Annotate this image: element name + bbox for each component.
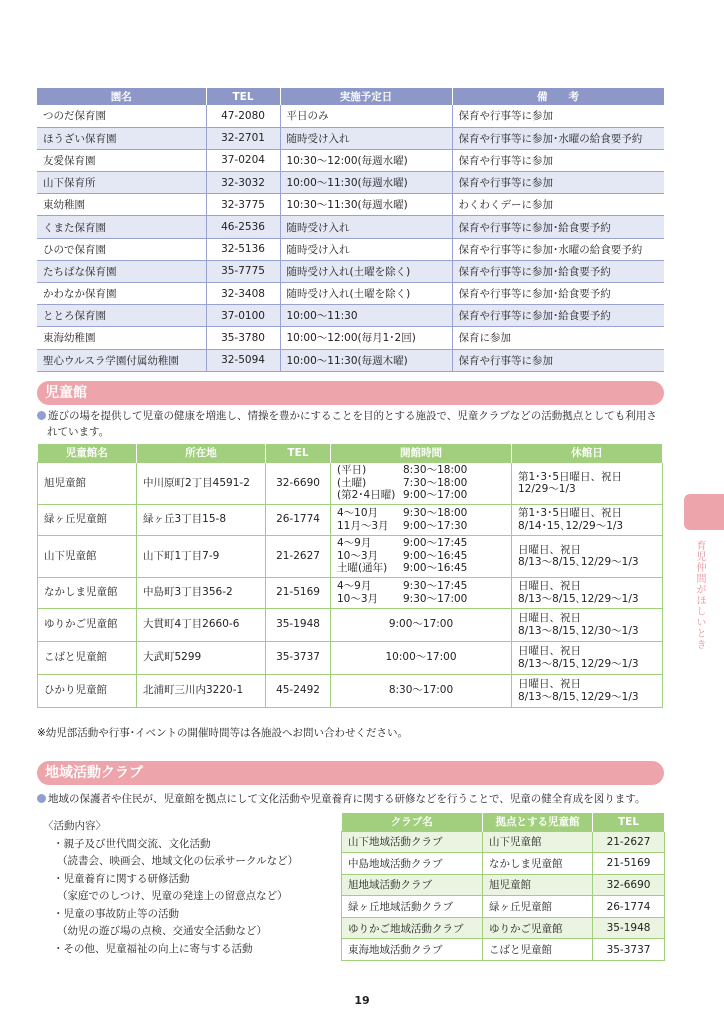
activity-line: （読書会、映画会、地域文化の伝承サークルなど） xyxy=(57,855,299,867)
club-base: 山下児童館 xyxy=(483,831,593,853)
club-base: こばと児童館 xyxy=(483,939,593,961)
nursery-header-date: 実施予定日 xyxy=(280,88,452,105)
nursery-name: 東幼稚園 xyxy=(37,194,206,216)
table-row xyxy=(37,305,664,327)
table-row xyxy=(37,260,664,282)
table-row xyxy=(37,216,664,238)
nursery-tel: 47-2080 xyxy=(206,105,280,127)
closed-line: 第1･3･5日曜日、祝日 xyxy=(518,507,623,519)
hours-time: 9:00～16:45 xyxy=(403,562,468,575)
hours-grid xyxy=(337,580,505,605)
nursery-tel: 35-3780 xyxy=(206,327,280,349)
hall-addr: 山下町1丁目7-9 xyxy=(137,535,266,577)
hours-period: 4～9月 xyxy=(337,537,372,550)
nursery-header-row xyxy=(37,88,664,105)
hall-addr: 北浦町三川内3220-1 xyxy=(137,674,266,707)
table-row xyxy=(38,641,663,674)
nursery-header-tel: TEL xyxy=(206,88,280,105)
table-row xyxy=(38,674,663,707)
hall-closed xyxy=(512,674,663,707)
nursery-note: 保育や行事等に参加･給食要予約 xyxy=(452,305,664,327)
hall-closed xyxy=(512,577,663,608)
table-row xyxy=(37,127,664,149)
hall-hours xyxy=(331,535,512,577)
hall-intro-text: 遊びの場を提供して児童の健康を増進し、情操を豊かにすることを目的とする施設で、児童クラブなどの活動拠点としても利用さ xyxy=(48,410,657,422)
nursery-date: 随時受け入れ(土曜を除く) xyxy=(280,283,452,305)
table-row xyxy=(342,874,665,896)
hall-table xyxy=(37,444,663,708)
club-section-header: 地域活動クラブ xyxy=(37,761,664,785)
table-row xyxy=(37,238,664,260)
table-row xyxy=(342,853,665,875)
activity-line: ・児童養育に関する研修活動 xyxy=(53,872,190,885)
hall-tel: 21-5169 xyxy=(266,577,331,608)
closed-line: 日曜日、祝日 xyxy=(518,645,581,657)
nursery-note: 保育や行事等に参加･給食要予約 xyxy=(452,283,664,305)
club-tel: 21-2627 xyxy=(593,831,665,853)
nursery-header-note: 備 考 xyxy=(452,88,664,105)
closed-line: 8/13～8/15､12/30～1/3 xyxy=(518,624,639,637)
nursery-date: 随時受け入れ xyxy=(280,127,452,149)
hours-time: 9:30～17:00 xyxy=(403,592,468,605)
closed-line: 日曜日、祝日 xyxy=(518,678,581,690)
hours-time: 9:00～17:30 xyxy=(403,519,468,532)
hall-name: 旭児童館 xyxy=(38,462,137,504)
hours-time: 9:30～17:45 xyxy=(403,580,468,592)
hours-period: 4～10月 xyxy=(337,507,379,519)
club-name: 旭地域活動クラブ xyxy=(342,874,483,896)
nursery-note: 保育や行事等に参加 xyxy=(452,172,664,194)
hall-hours: 9:00～17:00 xyxy=(331,608,512,641)
hall-hours: 8:30～17:00 xyxy=(331,674,512,707)
hall-body xyxy=(38,462,663,707)
table-row xyxy=(342,917,665,939)
closed-line: 日曜日、祝日 xyxy=(518,612,581,624)
activity-line: （幼児の遊び場の点検、交通安全活動など） xyxy=(57,925,267,937)
bullet-icon xyxy=(37,411,46,420)
closed-line: 第1･3･5日曜日、祝日 xyxy=(518,470,623,483)
bullet-icon xyxy=(37,794,46,803)
hall-header-addr: 所在地 xyxy=(137,444,266,462)
nursery-name: たちばな保育園 xyxy=(37,260,206,282)
club-tel: 32-6690 xyxy=(593,874,665,896)
table-row xyxy=(37,149,664,171)
nursery-note: 保育に参加 xyxy=(452,327,664,349)
hall-header-row xyxy=(38,444,663,462)
hall-name: ゆりかご児童館 xyxy=(38,608,137,641)
hall-closed xyxy=(512,504,663,535)
nursery-tel: 35-7775 xyxy=(206,260,280,282)
nursery-tel: 32-3775 xyxy=(206,194,280,216)
club-base: 緑ヶ丘児童館 xyxy=(483,896,593,918)
closed-line: 12/29～1/3 xyxy=(518,483,576,495)
hours-time: 8:30～18:00 xyxy=(403,464,468,477)
hours-grid xyxy=(337,537,505,575)
nursery-name: ひので保育園 xyxy=(37,238,206,260)
nursery-date: 10:00～11:30 xyxy=(280,305,452,327)
hall-name: なかしま児童館 xyxy=(38,577,137,608)
side-tab-label: 育児仲間がほしいとき xyxy=(694,540,705,650)
club-base: ゆりかご児童館 xyxy=(483,917,593,939)
hours-time: 9:00～17:45 xyxy=(403,537,468,550)
club-name: 東海地域活動クラブ xyxy=(342,939,483,961)
nursery-name: 東海幼稚園 xyxy=(37,327,206,349)
hall-note: ※幼児部活動や行事･イベントの開催時間等は各施設へお問い合わせください。 xyxy=(37,727,409,739)
table-row xyxy=(38,535,663,577)
club-table xyxy=(341,813,665,961)
closed-line: 8/13～8/15､12/29～1/3 xyxy=(518,690,639,703)
side-tab xyxy=(684,494,724,530)
nursery-note: 保育や行事等に参加 xyxy=(452,149,664,171)
hall-addr: 中川原町2丁目4591-2 xyxy=(137,462,266,504)
nursery-name: かわなか保育園 xyxy=(37,283,206,305)
club-name: 中島地域活動クラブ xyxy=(342,853,483,875)
hall-hours xyxy=(331,577,512,608)
page-number: 19 xyxy=(354,994,370,1007)
nursery-date: 随時受け入れ xyxy=(280,238,452,260)
hall-hours xyxy=(331,462,512,504)
club-header-tel: TEL xyxy=(593,813,665,831)
hall-tel: 21-2627 xyxy=(266,535,331,577)
nursery-date: 10:00～11:30(毎週水曜) xyxy=(280,172,452,194)
hours-period: 10～3月 xyxy=(337,592,379,605)
nursery-header-name: 園名 xyxy=(37,88,206,105)
nursery-tel: 32-5094 xyxy=(206,349,280,371)
table-row xyxy=(38,504,663,535)
club-body xyxy=(342,831,665,961)
nursery-date: 10:30～11:30(毎週水曜) xyxy=(280,194,452,216)
hall-header-tel: TEL xyxy=(266,444,331,462)
hall-intro-text-2: れています。 xyxy=(47,426,110,438)
nursery-tel: 32-2701 xyxy=(206,127,280,149)
table-row xyxy=(37,105,664,127)
hours-time: 9:00～16:45 xyxy=(403,549,468,562)
nursery-table xyxy=(37,88,665,372)
hall-header-hours: 開館時間 xyxy=(331,444,512,462)
club-tel: 35-3737 xyxy=(593,939,665,961)
nursery-note: 保育や行事等に参加･水曜の給食要予約 xyxy=(452,127,664,149)
nursery-note: 保育や行事等に参加･給食要予約 xyxy=(452,260,664,282)
nursery-tel: 32-3032 xyxy=(206,172,280,194)
nursery-date: 随時受け入れ xyxy=(280,216,452,238)
nursery-body xyxy=(37,105,664,371)
hours-grid xyxy=(337,507,505,532)
club-tel: 21-5169 xyxy=(593,853,665,875)
club-tel: 35-1948 xyxy=(593,917,665,939)
club-name: 山下地域活動クラブ xyxy=(342,831,483,853)
hall-name: ひかり児童館 xyxy=(38,674,137,707)
nursery-date: 10:30～12:00(毎週水曜) xyxy=(280,149,452,171)
hours-grid xyxy=(337,464,505,502)
hall-header-name: 児童館名 xyxy=(38,444,137,462)
hall-closed xyxy=(512,535,663,577)
table-row xyxy=(37,283,664,305)
nursery-tel: 46-2536 xyxy=(206,216,280,238)
closed-line: 8/13～8/15､12/29～1/3 xyxy=(518,657,639,670)
club-intro-text: 地域の保護者や住民が、児童館を拠点にして文化活動や児童養育に関する研修などを行うことで、児童の健全育成を図ります。 xyxy=(48,793,646,805)
activity-line: ・その他、児童福祉の向上に寄与する活動 xyxy=(53,942,253,955)
hours-period: 11月～3月 xyxy=(337,519,389,532)
nursery-name: 聖心ウルスラ学園付属幼稚園 xyxy=(37,349,206,371)
nursery-tel: 37-0100 xyxy=(206,305,280,327)
nursery-name: ととろ保育園 xyxy=(37,305,206,327)
hours-time: 9:00～17:00 xyxy=(403,489,468,502)
nursery-name: くまた保育園 xyxy=(37,216,206,238)
hall-closed xyxy=(512,608,663,641)
hours-period: (土曜) xyxy=(337,476,367,489)
hall-addr: 大武町5299 xyxy=(137,641,266,674)
closed-line: 日曜日、祝日 xyxy=(518,580,581,592)
hall-name: こばと児童館 xyxy=(38,641,137,674)
club-header-name: クラブ名 xyxy=(342,813,483,831)
club-base: なかしま児童館 xyxy=(483,853,593,875)
hall-addr: 緑ヶ丘3丁目15-8 xyxy=(137,504,266,535)
club-name: ゆりかご地域活動クラブ xyxy=(342,917,483,939)
club-base: 旭児童館 xyxy=(483,874,593,896)
hours-time: 7:30～18:00 xyxy=(403,476,468,489)
activity-line: ・児童の事故防止等の活動 xyxy=(53,907,179,920)
nursery-name: ほうざい保育園 xyxy=(37,127,206,149)
hall-addr: 中島町3丁目356-2 xyxy=(137,577,266,608)
nursery-name: つのだ保育園 xyxy=(37,105,206,127)
hours-period: 土曜(通年) xyxy=(337,562,388,575)
closed-line: 8/13～8/15､12/29～1/3 xyxy=(518,592,639,605)
table-row xyxy=(38,608,663,641)
table-row xyxy=(38,462,663,504)
nursery-note: 保育や行事等に参加･給食要予約 xyxy=(452,216,664,238)
table-row xyxy=(37,327,664,349)
closed-line: 8/13～8/15､12/29～1/3 xyxy=(518,556,639,568)
hall-tel: 32-6690 xyxy=(266,462,331,504)
table-row xyxy=(37,194,664,216)
nursery-tel: 32-5136 xyxy=(206,238,280,260)
nursery-tel: 37-0204 xyxy=(206,149,280,171)
nursery-note: 保育や行事等に参加･水曜の給食要予約 xyxy=(452,238,664,260)
club-header-base: 拠点とする児童館 xyxy=(483,813,593,831)
nursery-date: 随時受け入れ(土曜を除く) xyxy=(280,260,452,282)
table-row xyxy=(342,939,665,961)
closed-line: 日曜日、祝日 xyxy=(518,543,581,556)
hall-hours: 10:00～17:00 xyxy=(331,641,512,674)
hall-tel: 45-2492 xyxy=(266,674,331,707)
hours-time: 9:30～18:00 xyxy=(403,507,468,519)
hall-intro xyxy=(37,408,667,440)
hall-section-header: 児童館 xyxy=(37,381,664,405)
club-name: 緑ヶ丘地域活動クラブ xyxy=(342,896,483,918)
nursery-date: 10:00～12:00(毎月1･2回) xyxy=(280,327,452,349)
hall-name: 緑ヶ丘児童館 xyxy=(38,504,137,535)
hall-name: 山下児童館 xyxy=(38,535,137,577)
table-row xyxy=(37,172,664,194)
club-activity-list xyxy=(43,818,298,958)
nursery-name: 山下保育所 xyxy=(37,172,206,194)
hall-addr: 大貫町4丁目2660-6 xyxy=(137,608,266,641)
nursery-date: 10:00～11:30(毎週木曜) xyxy=(280,349,452,371)
hours-period: (平日) xyxy=(337,464,367,477)
hours-period: 4～9月 xyxy=(337,580,372,592)
table-row xyxy=(342,831,665,853)
nursery-note: 保育や行事等に参加 xyxy=(452,349,664,371)
table-row xyxy=(342,896,665,918)
hall-tel: 26-1774 xyxy=(266,504,331,535)
activity-line: （家庭でのしつけ、児童の発達上の留意点など） xyxy=(57,890,288,902)
activity-line: 〈活動内容〉 xyxy=(43,820,106,832)
table-row xyxy=(38,577,663,608)
club-header-row xyxy=(342,813,665,831)
nursery-date: 平日のみ xyxy=(280,105,452,127)
hours-period: 10～3月 xyxy=(337,549,379,562)
hall-closed xyxy=(512,462,663,504)
activity-line: ・親子及び世代間交流、文化活動 xyxy=(53,837,211,850)
club-intro xyxy=(37,791,667,807)
nursery-note: 保育や行事等に参加 xyxy=(452,105,664,127)
hall-tel: 35-3737 xyxy=(266,641,331,674)
closed-line: 8/14･15､12/29～1/3 xyxy=(518,519,624,532)
hall-closed xyxy=(512,641,663,674)
hall-tel: 35-1948 xyxy=(266,608,331,641)
nursery-note: わくわくデーに参加 xyxy=(452,194,664,216)
club-tel: 26-1774 xyxy=(593,896,665,918)
nursery-name: 友愛保育園 xyxy=(37,149,206,171)
hours-period: (第2･4日曜) xyxy=(337,489,396,502)
table-row xyxy=(37,349,664,371)
hall-hours xyxy=(331,504,512,535)
nursery-tel: 32-3408 xyxy=(206,283,280,305)
hall-header-closed: 休館日 xyxy=(512,444,663,462)
